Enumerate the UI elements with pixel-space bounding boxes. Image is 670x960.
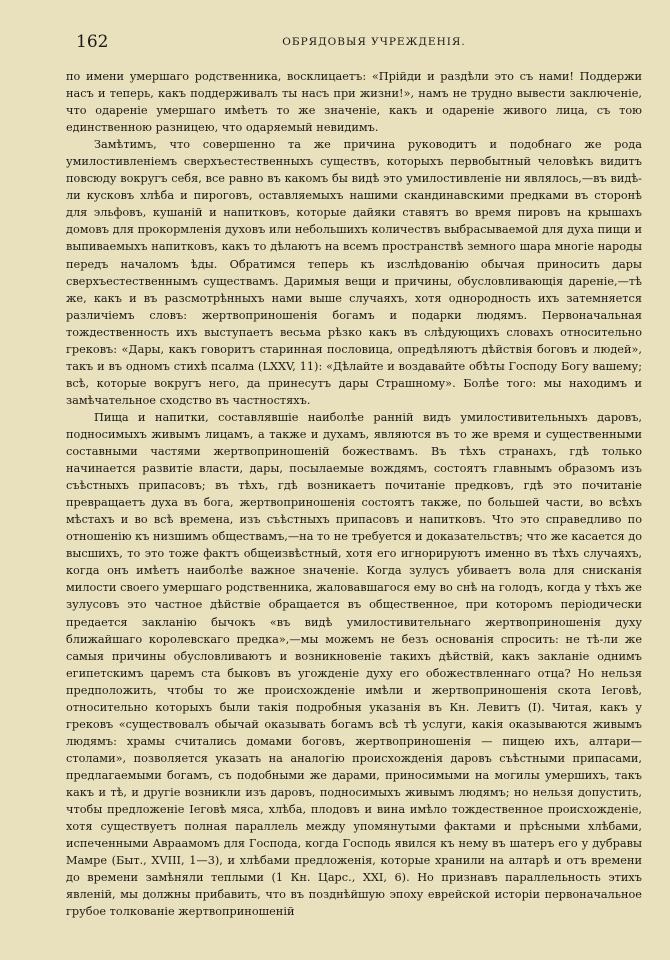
body-text: [66, 68, 642, 920]
paragraph: Замѣтимъ, что совершенно та же причина руководитъ и подобнаго же рода умилостивленіемъ сверхъестественныхъ существъ, которыхъ первобытный человѣкъ видитъ повсюду вокругъ себя, все равно въ какомъ бы видѣ это умилостивленіе ни являлось,—въ видѣ-ли кусковъ хлѣба и пироговъ, оставляемыхъ нашими скандинавскими предками въ сторонѣ для эльфовъ, кушаній и напитковъ, которые дайяки ставятъ во время пировъ на крышахъ домовъ для прокормленія духовъ или небольшихъ количествъ выбрасываемой для духа пищи и выпиваемыхъ напитковъ, какъ то дѣлаютъ на всемъ пространствѣ земного шара многіе народы передъ началомъ ѣды. Обратимся теперь къ изслѣдованію обычая приносить дары сверхъестественнымъ существамъ. Даримыя вещи и причины, обусловливающія дареніе,—тѣ же, какъ и въ разсмотрѣнныхъ нами выше случаяхъ, хотя однородность ихъ затемняется различіемъ словъ: жертвоприношенія богамъ и подарки людямъ. Первоначальная тождественность ихъ выступаетъ весьма рѣзко какъ въ слѣдующихъ словахъ относительно грековъ: «Дары, какъ говоритъ старинная пословица, опредѣляютъ дѣйствія боговъ и людей», такъ и въ одномъ стихѣ псалма (LXXV, 11): «Дѣлайте и воздавайте обѣты Господу Богу вашему; всѣ, которые вокругъ него, да принесутъ дары Страшному». Болѣе того: мы находимъ и замѣчательное сходство въ частностяхъ.: [66, 138, 642, 407]
page-number: 162: [76, 32, 109, 52]
paragraph: Пища и напитки, составлявшіе наиболѣе ранній видъ умилостивительныхъ даровъ, подносимыхъ живымъ лицамъ, а также и духамъ, являются въ то же время и существенными составными частями жертвоприношеній божествамъ. Въ тѣхъ странахъ, гдѣ только начинается развитіе власти, дары, посылаемые вождямъ, состоятъ главнымъ образомъ изъ съѣстныхъ припасовъ; въ тѣхъ, гдѣ возникаетъ почитаніе предковъ, гдѣ это почитаніе превращаетъ духа въ бога, жертвоприношенія состоятъ также, по большей части, во всѣхъ мѣстахъ и во всѣ времена, изъ съѣстныхъ припасовъ и напитковъ. Что это справедливо по отношенію къ низшимъ обществамъ,—на то не требуется и доказательствъ; что же касается до высшихъ, то это тоже фактъ общеизвѣстный, хотя его игнорируютъ именно въ тѣхъ случаяхъ, когда онъ имѣетъ наиболѣе важное значеніе. Когда зулусъ убиваетъ вола для снисканія милости своего умершаго родственника, жаловавшагося ему во снѣ на голодъ, когда у тѣхъ же зулусовъ это частное дѣйствіе обращается въ общественное, при которомъ періодически предается закланію бычокъ «въ видѣ умилостивительнаго жертвоприношенія духу ближайшаго королевскаго предка»,—мы можемъ не безъ основанія спросить: не тѣ-ли же самыя причины обусловливаютъ и возникновеніе такихъ дѣйствій, какъ закланіе однимъ египетскимъ царемъ ста быковъ въ угожденіе духу его обожествленнаго отца? Но нельзя предположить, чтобы то же происхожденіе имѣли и жертвоприношенія скота Іеговѣ, относительно которыхъ были такія подробныя указанія въ Кн. Левитъ (I). Читая, какъ у грековъ «существовалъ обычай оказывать богамъ всѣ тѣ услуги, какія оказываются живымъ людямъ: храмы считались домами боговъ, жертвоприношенія — пищею ихъ, алтари—столами», позволяется указать на аналогію происхожденія даровъ съѣстными припасами, предлагаемыми богамъ, съ подобными же дарами, приносимыми на могилы умершихъ, такъ какъ и тѣ, и другіе возникли изъ даровъ, подносимыхъ живымъ людямъ; но нельзя допустить, чтобы предложеніе Іеговѣ мяса, хлѣба, плодовъ и вина имѣло тождественное происхожденіе, хотя существуетъ полная параллель между упомянутыми фактами и прѣсными хлѣбами, испеченными Авраамомъ для Господа, когда Господь явился къ нему въ шатеръ его у дубравы Мамре (Быт., XVIII, 1—3), и хлѣбами предложенія, которые хранили на алтарѣ и отъ времени до времени замѣняли теплыми (1 Кн. Царс., XXI, 6). Но признавъ параллельность этихъ явленій, мы должны прибавить, что въ позднѣйшую эпоху еврейской исторіи первоначальное грубое толкованіе жертвоприношеній: [66, 410, 642, 919]
running-title: ОБРЯДОВЫЯ УЧРЕЖДЕНІЯ.: [282, 36, 466, 48]
page-header: [66, 30, 642, 54]
paragraph-continuation: по имени умершаго родственника, восклицаетъ: «Прійди и раздѣли это съ нами! Поддержи насъ и теперь, какъ поддерживалъ ты насъ при жизни!», намъ не трудно вывести заключеніе, что одареніе умершаго имѣетъ то же значеніе, какъ и одареніе живого лица, съ тою единственною разницею, что одаряемый невидимъ.: [66, 70, 642, 135]
